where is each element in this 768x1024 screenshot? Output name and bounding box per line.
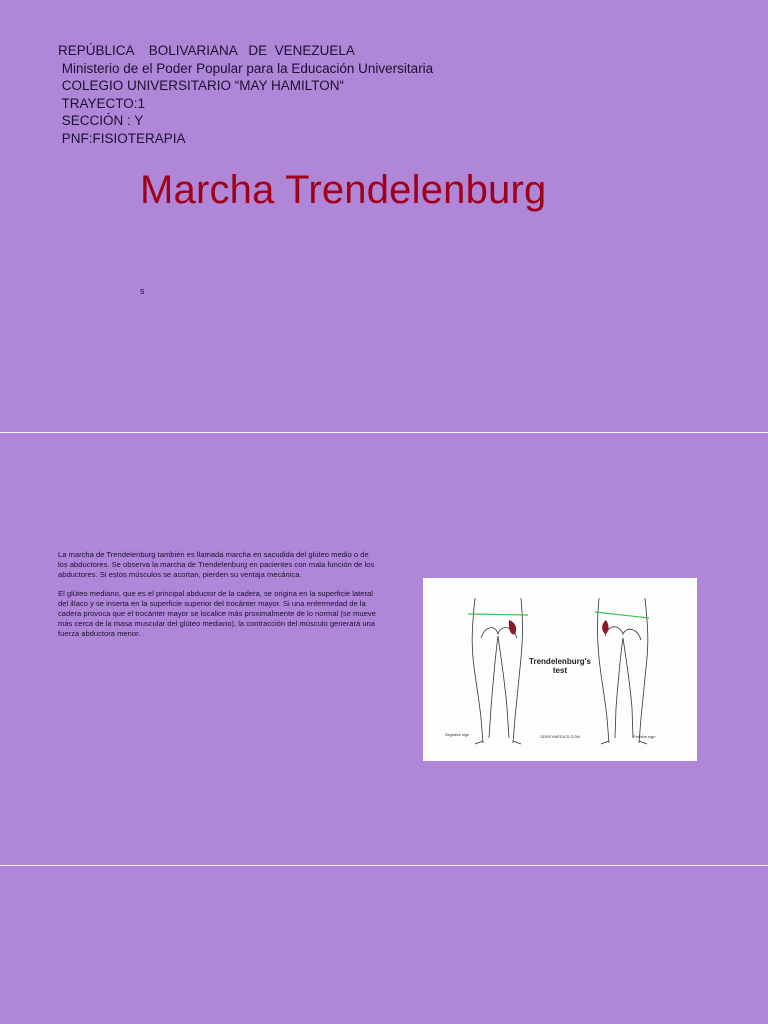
header-line: PNF:FISIOTERAPIA — [58, 130, 186, 146]
leg-outline — [498, 636, 509, 738]
figure-caption: Trendelenburg's — [529, 657, 591, 666]
leg-outline — [472, 598, 483, 743]
positive-sign-label: Positive sign — [633, 734, 656, 739]
feet-outline — [475, 741, 521, 744]
source-label: GEEKYMEDICS.COM — [540, 734, 580, 739]
paragraph: El glúteo mediano, que es el principal abductor de la cadera, se origina en la superficie lateral del ilíaco y se inserta en la superficie superior del trocánter mayor. Si una enfermedad de la cadera provoca que el trocánter mayor se localice más proximalmente de lo normal (se mueve más cerca de la masa muscular del glúteo mediano), la contracción del músculo generará una fuerza abductora menor. — [58, 588, 376, 639]
header-line: REPÚBLICA BOLIVARIANA DE VENEZUELA — [58, 43, 355, 58]
header-line: Ministerio de el Poder Popular para la Educación Universitaria — [58, 60, 434, 76]
illustration-graphic — [423, 578, 697, 761]
slide-title — [0, 0, 768, 432]
header-line: COLEGIO UNIVERSITARIO “MAY HAMILTON“ — [58, 78, 345, 93]
leg-outline — [513, 598, 523, 743]
gluteus-muscle — [509, 620, 516, 634]
negative-sign-label: Negative sign — [445, 732, 470, 737]
leg-outline — [639, 598, 648, 743]
paragraph: La marcha de Trendelenburg también es llamada marcha en sacudida del glúteo medio o de los abductores. Se observa la marcha de Trendelenburg en pacientes con mala función de los abductores. Si estos músculos se acortan, pierden su ventaja mecánica. — [58, 550, 375, 580]
pelvic-tilt-line — [595, 612, 649, 618]
header-line: SECCIÓN : Y — [58, 113, 144, 128]
leg-outline — [489, 636, 498, 738]
header-line: TRAYECTO:1 — [58, 95, 146, 111]
gluteus-muscle — [602, 620, 608, 634]
leg-outline — [623, 638, 633, 738]
slide-empty — [0, 866, 768, 1024]
trendelenburg-test-illustration — [423, 578, 697, 761]
page-title: Marcha Trendelenburg — [140, 168, 547, 212]
figure-caption: test — [552, 666, 568, 675]
positive-sign-figure — [598, 598, 648, 744]
institution-header — [58, 42, 433, 147]
negative-sign-figure — [472, 598, 522, 744]
leg-outline — [598, 598, 610, 743]
feet-outline — [601, 741, 647, 744]
stray-text: s — [140, 286, 145, 296]
body-text — [58, 550, 376, 648]
slide-content — [0, 433, 768, 865]
leg-outline — [615, 638, 623, 738]
pelvic-level-line — [468, 614, 528, 615]
